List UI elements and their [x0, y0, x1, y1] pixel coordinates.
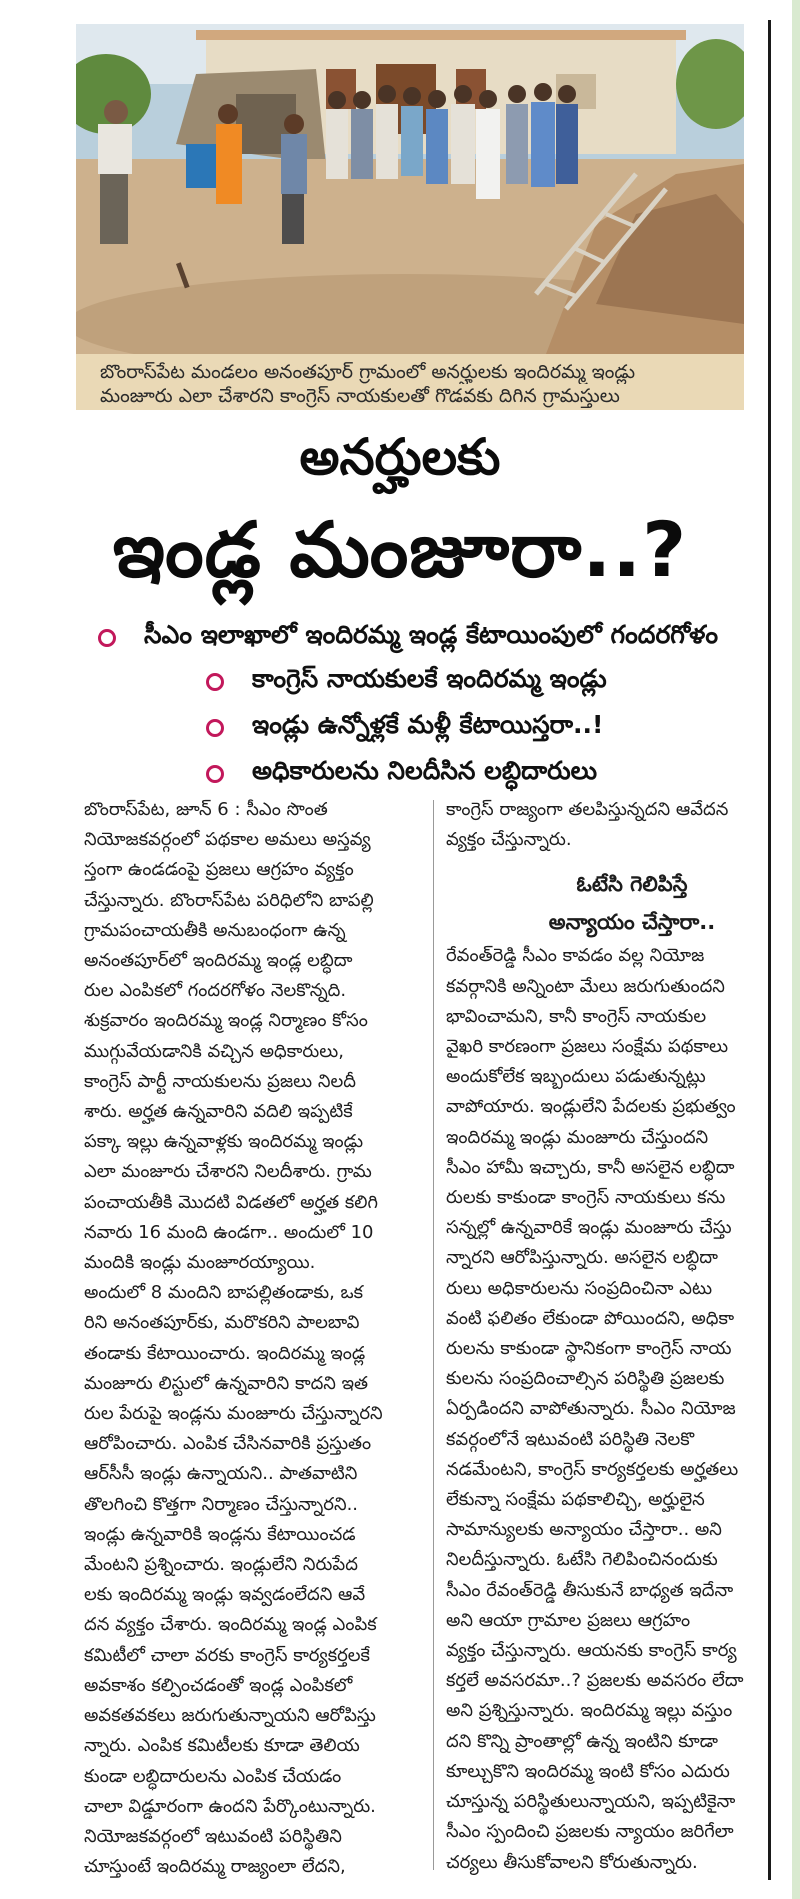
article-subhead-line-2: అన్యాయం చేస్తారా.. [548, 910, 716, 935]
article-line: చర్యలు తీసుకోవాలని కోరుతున్నారు. [446, 1851, 698, 1873]
article-line: ఏర్పడిందని వాపోతున్నారు. సీఎం నియోజ [446, 1398, 736, 1420]
article-line: సీఎం హామీ ఇచ్చారు, కానీ అసలైన లబ్ధిదా [446, 1156, 735, 1178]
article-line: అందులో 8 మందిని బాపల్లితండాకు, ఒక [84, 1282, 364, 1304]
article-line: ఆరోపించారు. ఎంపిక చేసినవారికి ప్రస్తుతం [84, 1433, 372, 1455]
article-line: చూస్తుంటే ఇందిరమ్మ రాజ్యంలా లేదని, [84, 1856, 346, 1878]
article-line: నడమేంటని, కాంగ్రెస్ కార్యకర్తలకు అర్హతలు [446, 1458, 739, 1480]
circle-bullet-icon [98, 629, 116, 647]
article-line: సీఎం స్పందించి ప్రజలకు న్యాయం జరిగేలా [446, 1821, 734, 1843]
article-line: కాంగ్రెస్ పార్టీ నాయకులను ప్రజలు నిలదీ [84, 1070, 356, 1092]
article-line: కవర్గానికి అన్నింటా మేలు జరుగుతుందని [446, 975, 725, 997]
article-line: బొంరాస్‌పేట, జూన్ 6 : సీఎం సొంత [84, 799, 328, 820]
headline-line-1: అనర్హులకు [299, 428, 501, 486]
article-column-right [446, 795, 798, 1878]
article-line: వాపోయారు. ఇండ్లులేని పేదలకు ప్రభుత్వం [446, 1096, 736, 1118]
highlight-item: ఇండ్లు ఉన్నోళ్లకే మళ్లీ కేటాయిస్తరా..! [206, 710, 603, 746]
article-line: వ్యక్తం చేస్తున్నారు. ఆయనకు కాంగ్రెస్ కార్య [446, 1640, 737, 1662]
article-line: లేకున్నా సంక్షేమ పథకాలిచ్చి, అర్హులైన [446, 1489, 705, 1511]
article-line: సీఎం రేవంత్‌రెడ్డి తీసుకునే బాధ్యత ఇదేనా [446, 1579, 734, 1601]
article-line: దని కొన్ని ప్రాంతాల్లో ఉన్న ఇంటిని కూడా [446, 1730, 719, 1752]
article-line: తండాకు కేటాయించారు. ఇందిరమ్మ ఇండ్ల [84, 1342, 366, 1364]
article-column-left [84, 795, 436, 1882]
article-line: దన వ్యక్తం చేశారు. ఇందిరమ్మ ఇండ్ల ఎంపిక [84, 1614, 377, 1636]
article-line: రులు అధికారులను సంప్రదించినా ఎటు [446, 1277, 713, 1299]
article-line: కమిటీలో చాలా వరకు కాంగ్రెస్ కార్యకర్తలకే [84, 1644, 370, 1666]
article-line: ఇండ్లు ఉన్నవారికి ఇండ్లను కేటాయించడ [84, 1523, 356, 1545]
article-line: నియోజకవర్గంలో ఇటువంటి పరిస్థితిని [84, 1825, 342, 1847]
article-line: కూల్చుకొని ఇందిరమ్మ ఇంటి కోసం ఎదురు [446, 1760, 730, 1782]
headline-line-2: ఇండ్ల మంజూరా..? [112, 505, 688, 594]
photo-caption [76, 354, 744, 410]
article-line: చేస్తున్నారు. బొంరాస్‌పేట పరిధిలోని బాపల్లి [84, 889, 374, 911]
article-line: అని ప్రశ్నిస్తున్నారు. ఇందిరమ్మ ఇల్లు వస్తుం [446, 1700, 733, 1722]
article-line: కులను సంప్రదించాల్సిన పరిస్థితి ప్రజలకు [446, 1368, 725, 1390]
article-line: స్తంగా ఉండడంపై ప్రజలు ఆగ్రహం వ్యక్తం [84, 859, 354, 881]
article-line: సామాన్యులకు అన్యాయం చేస్తారా.. అని [446, 1519, 722, 1541]
article-line: న్నారని ఆరోపిస్తున్నారు. అసలైన లబ్ధిదా [446, 1247, 718, 1269]
article-line: కుండా లబ్ధిదారులను ఎంపిక చేయడం [84, 1765, 342, 1787]
article-line: న్నారు. ఎంపిక కమిటీలకు కూడా తెలియ [84, 1735, 360, 1757]
article-line: అవకతవకలు జరుగుతున్నాయని ఆరోపిస్తు [84, 1705, 376, 1727]
article-line: శుక్రవారం ఇందిరమ్మ ఇండ్ల నిర్మాణం కోసం [84, 1010, 368, 1032]
article-line: నియోజకవర్గంలో పథకాల అమలు అస్తవ్య [84, 829, 371, 851]
article-line: మంజూరు లిస్టులో ఉన్నవారిని కాదని ఇత [84, 1372, 369, 1394]
news-photo [76, 24, 744, 354]
article-line: ఇందిరమ్మ ఇండ్లు మంజూరు చేస్తుందని [446, 1126, 709, 1148]
highlight-item: సీఎం ఇలాఖాలో ఇందిరమ్మ ఇండ్ల కేటాయింపులో గందరగోళం [98, 620, 718, 656]
article-line: రులను కాకుండా స్థానికంగా కాంగ్రెస్ నాయ [446, 1338, 732, 1360]
highlight-item: కాంగ్రెస్ నాయకులకే ఇందిరమ్మ ఇండ్లు [206, 664, 607, 700]
article-line: అని ఆయా గ్రామాల ప్రజలు ఆగ్రహం [446, 1609, 691, 1631]
article-line: వ్యక్తం చేస్తున్నారు. [446, 829, 572, 851]
article-line: శారు. అర్హత ఉన్నవారిని వదిలి ఇప్పటికే [84, 1101, 353, 1123]
article-line: రిని అనంతపూర్‌కు, మరొకరిని పాలబావి [84, 1312, 360, 1334]
article-line: ముగ్గువేయడానికి వచ్చిన అధికారులు, [84, 1040, 344, 1062]
article-line: రులకు కాకుండా కాంగ్రెస్ నాయకులు కను [446, 1187, 726, 1209]
caption-line-1: బొంరాస్‌పేట మండలం అనంతపూర్ గ్రామంలో అనర్హులకు ఇందిరమ్మ ఇండ్లు [100, 361, 636, 383]
article-line: చూస్తున్న పరిస్థితులున్నాయని, ఇప్పటికైనా [446, 1791, 736, 1813]
caption-line-2: మంజూరు ఎలా చేశారని కాంగ్రెస్ నాయకులతో గొడవకు దిగిన గ్రామస్తులు [100, 385, 620, 407]
article-line: పంచాయతీకి మొదటి విడతలో అర్హత కలిగి [84, 1191, 378, 1213]
article-line: చాలా విడ్డూరంగా ఉందని పేర్కొంటున్నారు. [84, 1795, 376, 1817]
article-line: సన్నల్లో ఉన్నవారికే ఇండ్లు మంజూరు చేస్తు [446, 1217, 732, 1239]
article-line: కవర్గంలోనే ఇటువంటి పరిస్థితి నెలకొ [446, 1428, 695, 1450]
article-line: రుల ఎంపికలో గందరగోళం నెలకొన్నది. [84, 980, 347, 1002]
article-line: గ్రామపంచాయతీకి అనుబంధంగా ఉన్న [84, 919, 346, 941]
article-line: తొలగించి కొత్తగా నిర్మాణం చేస్తున్నారని.. [84, 1493, 359, 1515]
article-line: మందికి ఇండ్లు మంజూరయ్యాయి. [84, 1252, 316, 1274]
article-line: అవకాశం కల్పించడంతో ఇండ్ల ఎంపికలో [84, 1674, 353, 1696]
article-line: కర్తలే అవసరమా..? ప్రజలకు అవసరం లేదా [446, 1670, 744, 1692]
article-line: భావించామని, కానీ కాంగ్రెస్ నాయకుల [446, 1005, 707, 1027]
article-line: నిలదీస్తున్నారు. ఓటేసి గెలిపించినందుకు [446, 1549, 718, 1571]
article-line: రేవంత్‌రెడ్డి సీఎం కావడం వల్ల నియోజ [446, 945, 705, 967]
article-line: కాంగ్రెస్ రాజ్యంగా తలపిస్తున్నదని ఆవేదన [446, 799, 729, 820]
circle-bullet-icon [206, 719, 224, 737]
article-subhead-line-1: ఓటేసి గెలిపిస్తే [576, 872, 688, 897]
article-line: వైఖరి కారణంగా ప్రజలు సంక్షేమ పథకాలు [446, 1036, 729, 1058]
article-line: మేంటని ప్రశ్నించారు. ఇండ్లులేని నిరుపేద [84, 1554, 358, 1576]
highlight-item: అధికారులను నిలదీసిన లబ్ధిదారులు [206, 756, 597, 792]
circle-bullet-icon [206, 673, 224, 691]
article-line: నవారు 16 మంది ఉండగా.. అందులో 10 [84, 1221, 374, 1243]
circle-bullet-icon [206, 765, 224, 783]
article-line: అందుకోలేక ఇబ్బందులు పడుతున్నట్లు [446, 1066, 706, 1088]
article-line: రుల పేరుపై ఇండ్లను మంజూరు చేస్తున్నారని [84, 1403, 383, 1425]
article-line: ఎలా మంజూరు చేశారని నిలదీశారు. గ్రామ [84, 1161, 372, 1183]
article-line: వంటి ఫలితం లేకుండా పోయిందని, అధికా [446, 1307, 735, 1329]
article-line: లకు ఇందిరమ్మ ఇండ్లు ఇవ్వడంలేదని ఆవే [84, 1584, 366, 1606]
article-line: ఆర్‌సీసీ ఇండ్లు ఉన్నాయని.. పాతవాటిని [84, 1463, 358, 1485]
article-line: పక్కా ఇల్లు ఉన్నవాళ్లకు ఇందిరమ్మ ఇండ్లు [84, 1131, 364, 1153]
article-line: అనంతపూర్‌లో ఇందిరమ్మ ఇండ్ల లబ్ధిదా [84, 950, 353, 972]
